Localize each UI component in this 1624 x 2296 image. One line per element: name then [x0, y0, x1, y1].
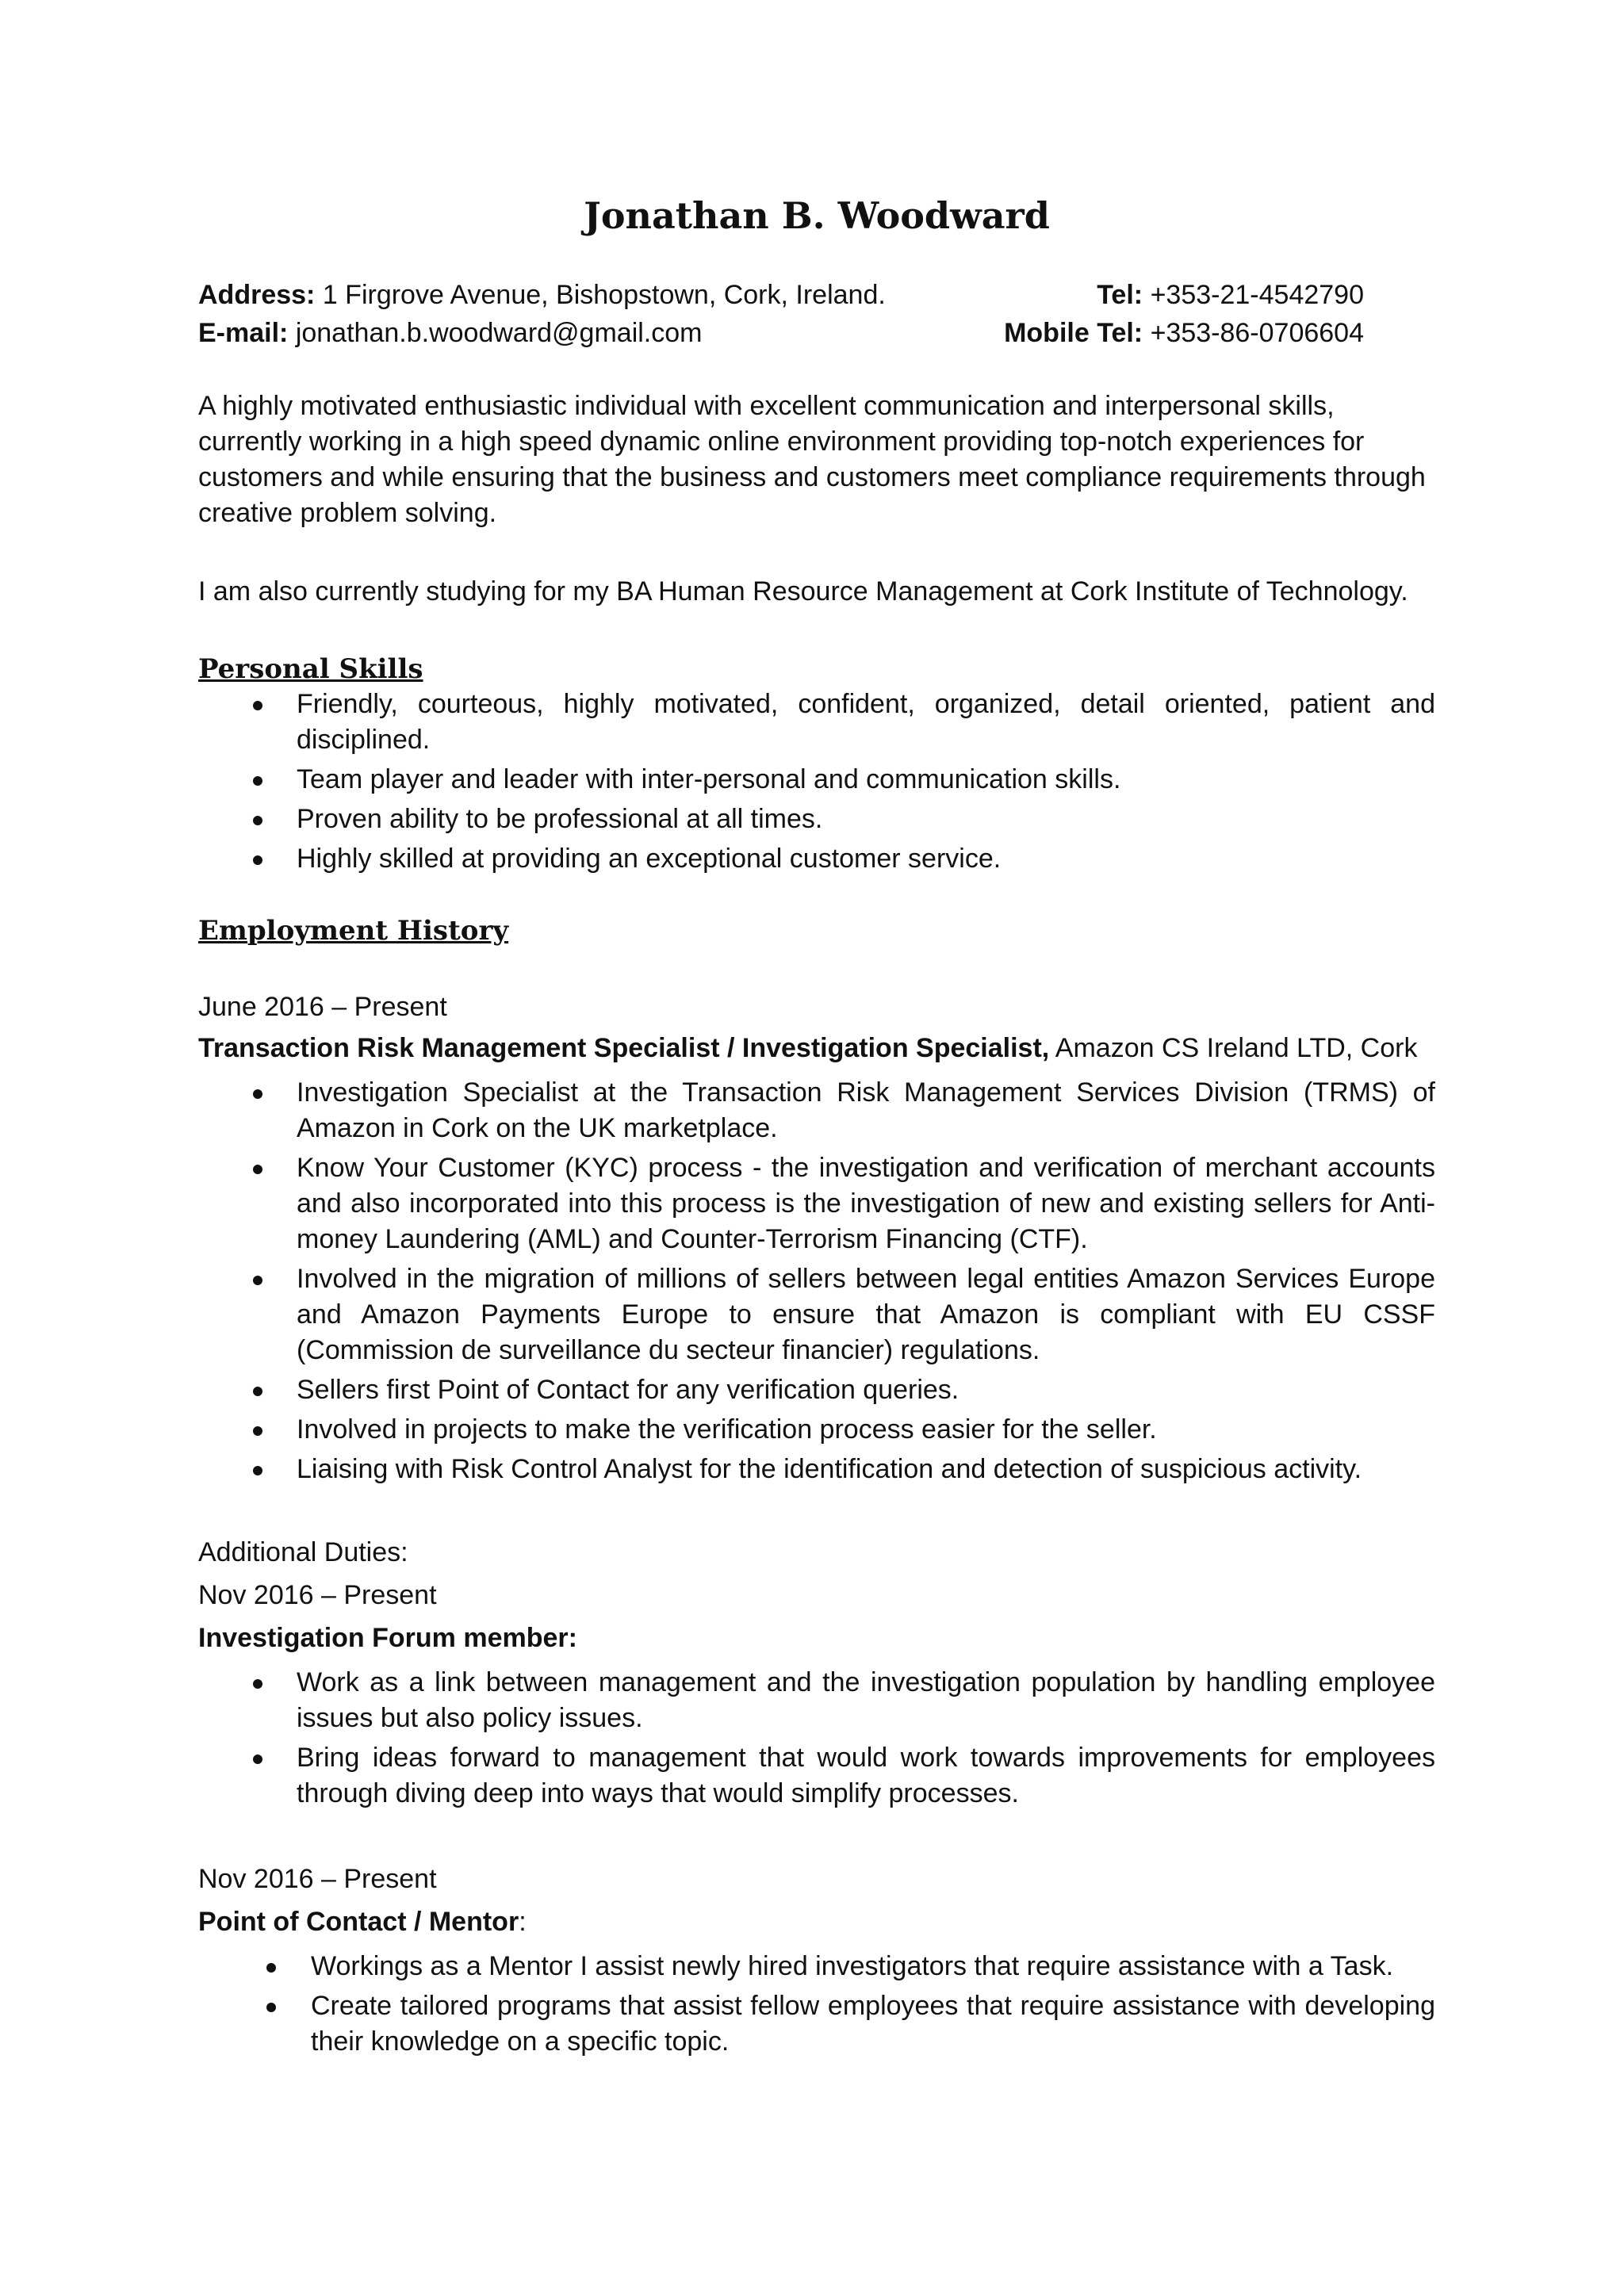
job3-title-line	[198, 1904, 527, 1940]
list-item: Bring ideas forward to management that would work towards improvements for employees through diving deep into ways that would simplify processes.	[198, 1740, 1435, 1812]
bullet-icon	[253, 1679, 262, 1689]
job3-title-suffix: :	[519, 1907, 527, 1937]
bullet-icon	[266, 1963, 276, 1973]
additional-duties-label: Additional Duties:	[198, 1537, 408, 1567]
job3-dates: Nov 2016 – Present	[198, 1864, 437, 1894]
address-value: 1 Firgrove Avenue, Bishopstown, Cork, Ireland.	[322, 280, 886, 310]
list-item: Highly skilled at providing an exceptional customer service.	[198, 841, 1435, 877]
bullet-icon	[253, 816, 262, 825]
bullet-icon	[253, 1276, 262, 1285]
list-item: Proven ability to be professional at all times.	[198, 802, 1435, 837]
contact-row-2	[198, 316, 1364, 351]
job1-title: Transaction Risk Management Specialist / Investigation Specialist,	[198, 1033, 1050, 1063]
list-item: Involved in the migration of millions of sellers between legal entities Amazon Services Europe and Amazon Payments Europe to ensure that Amazon is compliant with EU CSSF (Commission de surveillance du secteur financier) regulations.	[198, 1261, 1435, 1368]
job2-title: Investigation Forum member:	[198, 1623, 577, 1653]
contact-row-1	[198, 277, 1364, 313]
list-item: Create tailored programs that assist fellow employees that require assistance with developing their knowledge on a specific topic.	[198, 1988, 1435, 2060]
mobile	[1004, 316, 1364, 351]
list-item: Investigation Specialist at the Transaction Risk Management Services Division (TRMS) of Amazon in Cork on the UK marketplace.	[198, 1075, 1435, 1146]
candidate-name: Jonathan B. Woodward	[584, 194, 1050, 237]
bullet-icon	[253, 1755, 262, 1764]
address	[198, 277, 886, 313]
job3-duties-list	[198, 1949, 1435, 2064]
bullet-icon	[253, 1165, 262, 1174]
bullet-icon	[253, 776, 262, 786]
bullet-icon	[253, 1466, 262, 1475]
tel-label: Tel:	[1097, 280, 1143, 310]
bullet-icon	[253, 701, 262, 710]
list-item: Workings as a Mentor I assist newly hired investigators that require assistance with a Task.	[198, 1949, 1435, 1984]
job1-duties-list	[198, 1075, 1435, 1491]
job1-company: Amazon CS Ireland LTD, Cork	[1049, 1033, 1418, 1063]
bullet-icon	[266, 2003, 276, 2012]
job1-dates: June 2016 – Present	[198, 992, 447, 1022]
list-item: Work as a link between management and the investigation population by handling employee issues but also policy issues.	[198, 1665, 1435, 1736]
mobile-label: Mobile Tel:	[1004, 318, 1143, 348]
list-item: Involved in projects to make the verification process easier for the seller.	[198, 1412, 1435, 1448]
list-item: Team player and leader with inter-personal and communication skills.	[198, 762, 1435, 798]
list-item: Friendly, courteous, highly motivated, confident, organized, detail oriented, patient and disciplined.	[198, 687, 1435, 758]
email-label: E-mail:	[198, 318, 289, 348]
job3-title: Point of Contact / Mentor	[198, 1907, 519, 1937]
personal-skills-list	[198, 687, 1435, 881]
tel-value: +353-21-4542790	[1150, 280, 1364, 310]
telephone	[1097, 277, 1364, 313]
bullet-icon	[253, 855, 262, 865]
email-value: jonathan.b.woodward@gmail.com	[295, 318, 703, 348]
study-paragraph: I am also currently studying for my BA Human Resource Management at Cork Institute of Technology.	[198, 576, 1408, 607]
job2-duties-list	[198, 1665, 1435, 1816]
mobile-value: +353-86-0706604	[1150, 318, 1364, 348]
job2-dates: Nov 2016 – Present	[198, 1580, 437, 1610]
summary-paragraph: A highly motivated enthusiastic individual with excellent communication and interpersonal skills, currently working in a high speed dynamic online environment providing top-notch experiences for customers and while ensuring that the business and customers meet compliance requirements through creative problem solving.	[198, 391, 1426, 528]
bullet-icon	[253, 1089, 262, 1099]
bullet-icon	[253, 1387, 262, 1396]
employment-history-heading: Employment History	[198, 915, 509, 947]
list-item: Liaising with Risk Control Analyst for the identification and detection of suspicious activity.	[198, 1452, 1435, 1487]
list-item: Sellers first Point of Contact for any verification queries.	[198, 1372, 1435, 1408]
bullet-icon	[253, 1426, 262, 1436]
job1-title-line	[198, 1031, 1417, 1066]
email	[198, 316, 703, 351]
list-item: Know Your Customer (KYC) process - the investigation and verification of merchant accounts and also incorporated into this process is the investigation of new and existing sellers for Anti-money Laundering (AML) and Counter-Terrorism Financing (CTF).	[198, 1150, 1435, 1257]
personal-skills-heading: Personal Skills	[198, 653, 423, 685]
address-label: Address:	[198, 280, 316, 310]
